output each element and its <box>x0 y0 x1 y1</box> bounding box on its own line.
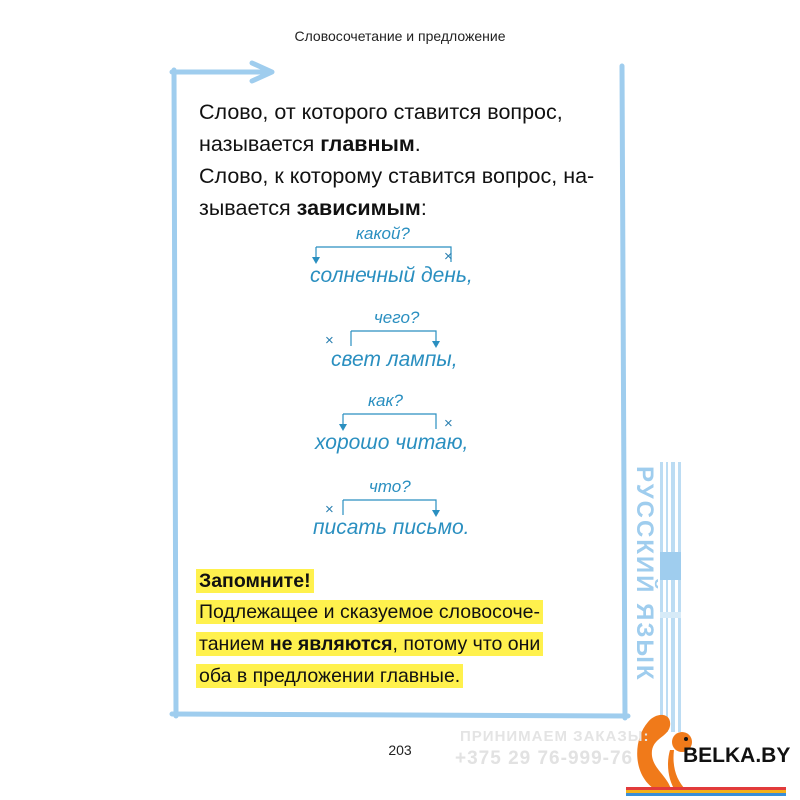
rule-line-4-end: : <box>420 196 427 220</box>
example-question: что? <box>369 477 411 496</box>
x-mark-icon: × <box>444 248 453 265</box>
example-question: какой? <box>356 224 410 243</box>
x-mark-icon: × <box>325 332 334 349</box>
rule-line-2-end: . <box>414 132 421 156</box>
example-phrase: солнечный день, <box>310 264 473 287</box>
callout-line-2: танием <box>199 633 270 655</box>
watermark-line-1: ПРИНИМАЕМ ЗАКАЗЫ: <box>460 728 650 745</box>
rule-line-1: Слово, от которого ставится вопрос, <box>199 100 563 124</box>
watermark-line-2: +375 29 76-999-76 <box>455 748 634 769</box>
page-header: Словосочетание и предложение <box>294 28 506 44</box>
example-phrase: хорошо читаю, <box>315 431 469 454</box>
x-mark-icon: × <box>325 501 334 518</box>
logo-text[interactable]: BELKA.BY <box>683 744 791 767</box>
rule-line-4: зывается <box>199 196 297 220</box>
side-label-text: РУССКИЙ ЯЗЫК <box>631 466 658 682</box>
example-question: чего? <box>374 308 420 327</box>
example-phrase: писать письмо. <box>313 516 470 539</box>
side-stripes <box>660 462 681 732</box>
rule-line-2: называется <box>199 132 321 156</box>
example-question: как? <box>368 391 403 410</box>
example-phrase: свет лампы, <box>331 348 458 371</box>
x-mark-icon: × <box>444 415 453 432</box>
callout-line-1: Подлежащее и сказуемое словосоче- <box>196 600 543 624</box>
page-number: 203 <box>388 742 412 758</box>
term-dependent: зависимым <box>296 196 421 220</box>
rule-line-3: Слово, к которому ставится вопрос, на- <box>199 164 595 188</box>
term-main: главным <box>320 132 415 156</box>
rule-text <box>199 96 619 224</box>
callout-line-2-end: , потому что они <box>392 633 541 655</box>
callout-line-3: оба в предложении главные. <box>196 664 463 688</box>
remember-callout <box>196 566 616 692</box>
side-label <box>630 462 658 722</box>
callout-title: Запомните! <box>196 569 314 593</box>
callout-emphasis: не являются <box>269 633 393 655</box>
